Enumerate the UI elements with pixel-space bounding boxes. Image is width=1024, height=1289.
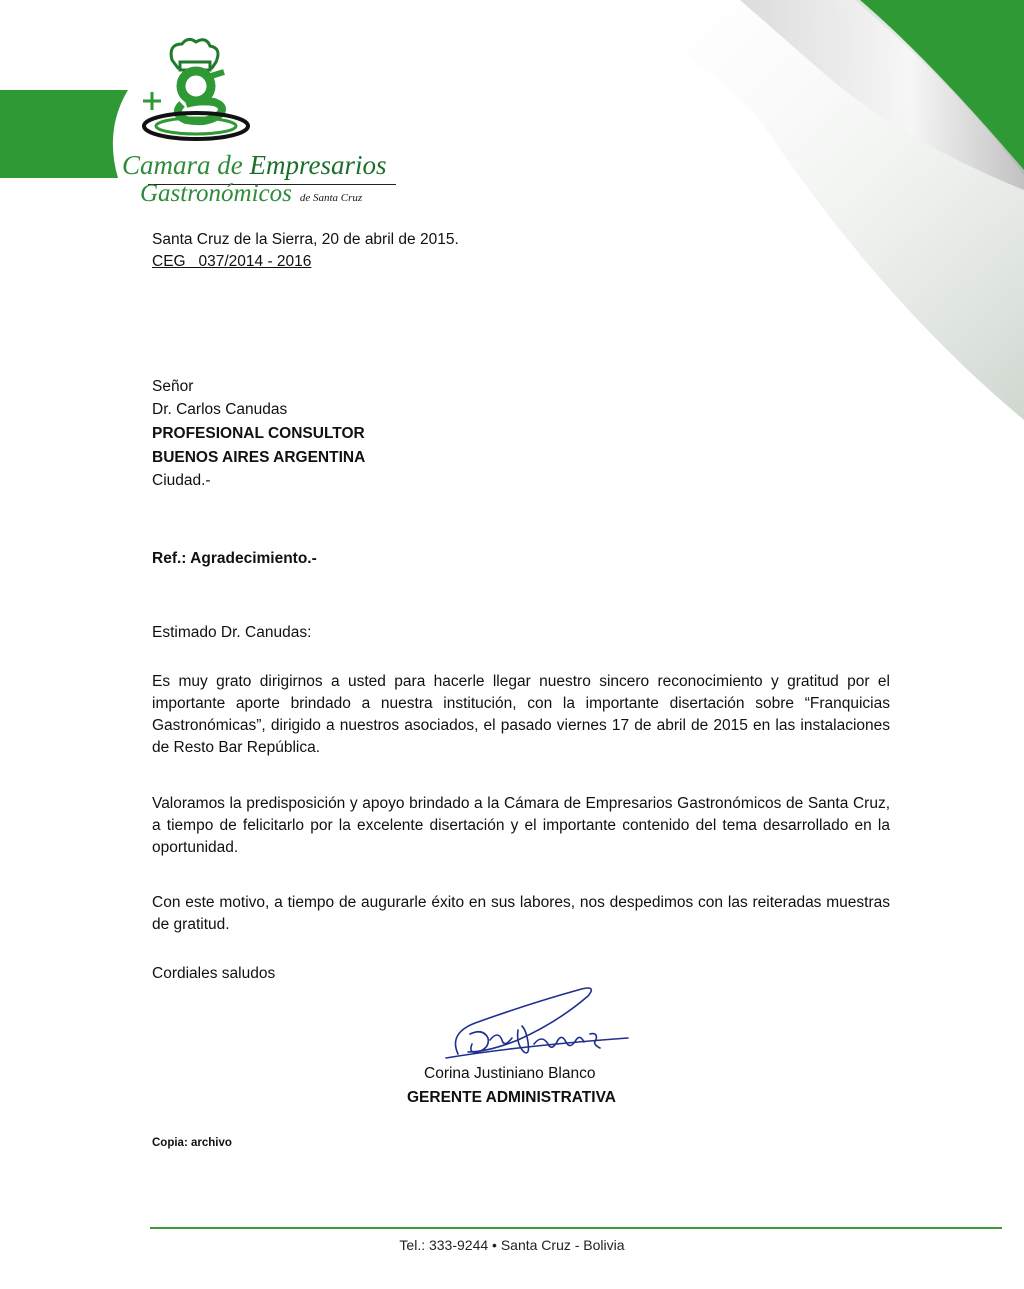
org-name-suffix: de Santa Cruz: [299, 192, 363, 204]
org-name-part-a: Camara de: [122, 150, 250, 180]
body-paragraph-1: Es muy grato dirigirnos a usted para hacerle llegar nuestro sincero reconocimiento y gratitud por el importante aporte brindado a nuestra institución, con la importante disertación sobre “Franquicias Gastronómicas”, dirigido a nuestros asociados, el pasado viernes 17 de abril de 2015 en las instalaciones de Resto Bar República.: [152, 673, 890, 756]
footer-contact: Tel.: 333-9244 • Santa Cruz - Bolivia: [399, 1237, 625, 1253]
recipient-role: PROFESIONAL CONSULTOR: [152, 425, 365, 442]
recipient-city: Ciudad.-: [152, 472, 211, 489]
footer-rule: [150, 1227, 1002, 1229]
copy-note: Copia: archivo: [152, 1137, 232, 1149]
date-line: Santa Cruz de la Sierra, 20 de abril de 2015.: [152, 231, 459, 248]
recipient-location: BUENOS AIRES ARGENTINA: [152, 449, 366, 466]
signatory-title: GERENTE ADMINISTRATIVA: [407, 1089, 616, 1106]
body-paragraph-3: Con este motivo, a tiempo de augurarle éxito en sus labores, nos despedimos con las reiteradas muestras de gratitud.: [152, 894, 890, 933]
subject-reference: Ref.: Agradecimiento.-: [152, 550, 317, 567]
org-name-gastronomicos: Gastronómicos: [140, 180, 292, 207]
handwritten-signature-icon: [438, 982, 638, 1072]
reference-code: CEG 037/2014 - 2016: [152, 253, 312, 270]
recipient-name: Dr. Carlos Canudas: [152, 401, 288, 418]
org-name-part-b: Empresarios: [249, 150, 387, 180]
organization-name-line2: [140, 180, 362, 208]
body-paragraph-2: Valoramos la predisposición y apoyo brindado a la Cámara de Empresarios Gastronómicos de Santa Cruz, a tiempo de felicitarlo por la excelente disertación y el importante contenido del tema desarrollado en la oportunidad.: [152, 795, 890, 856]
organization-name-line1: [122, 150, 387, 181]
chef-hat-g-logo-icon: [128, 34, 258, 149]
greeting: Estimado Dr. Canudas:: [152, 624, 312, 641]
signatory-name: Corina Justiniano Blanco: [424, 1065, 596, 1082]
closing: Cordiales saludos: [152, 965, 276, 982]
recipient-salutation: Señor: [152, 378, 194, 395]
